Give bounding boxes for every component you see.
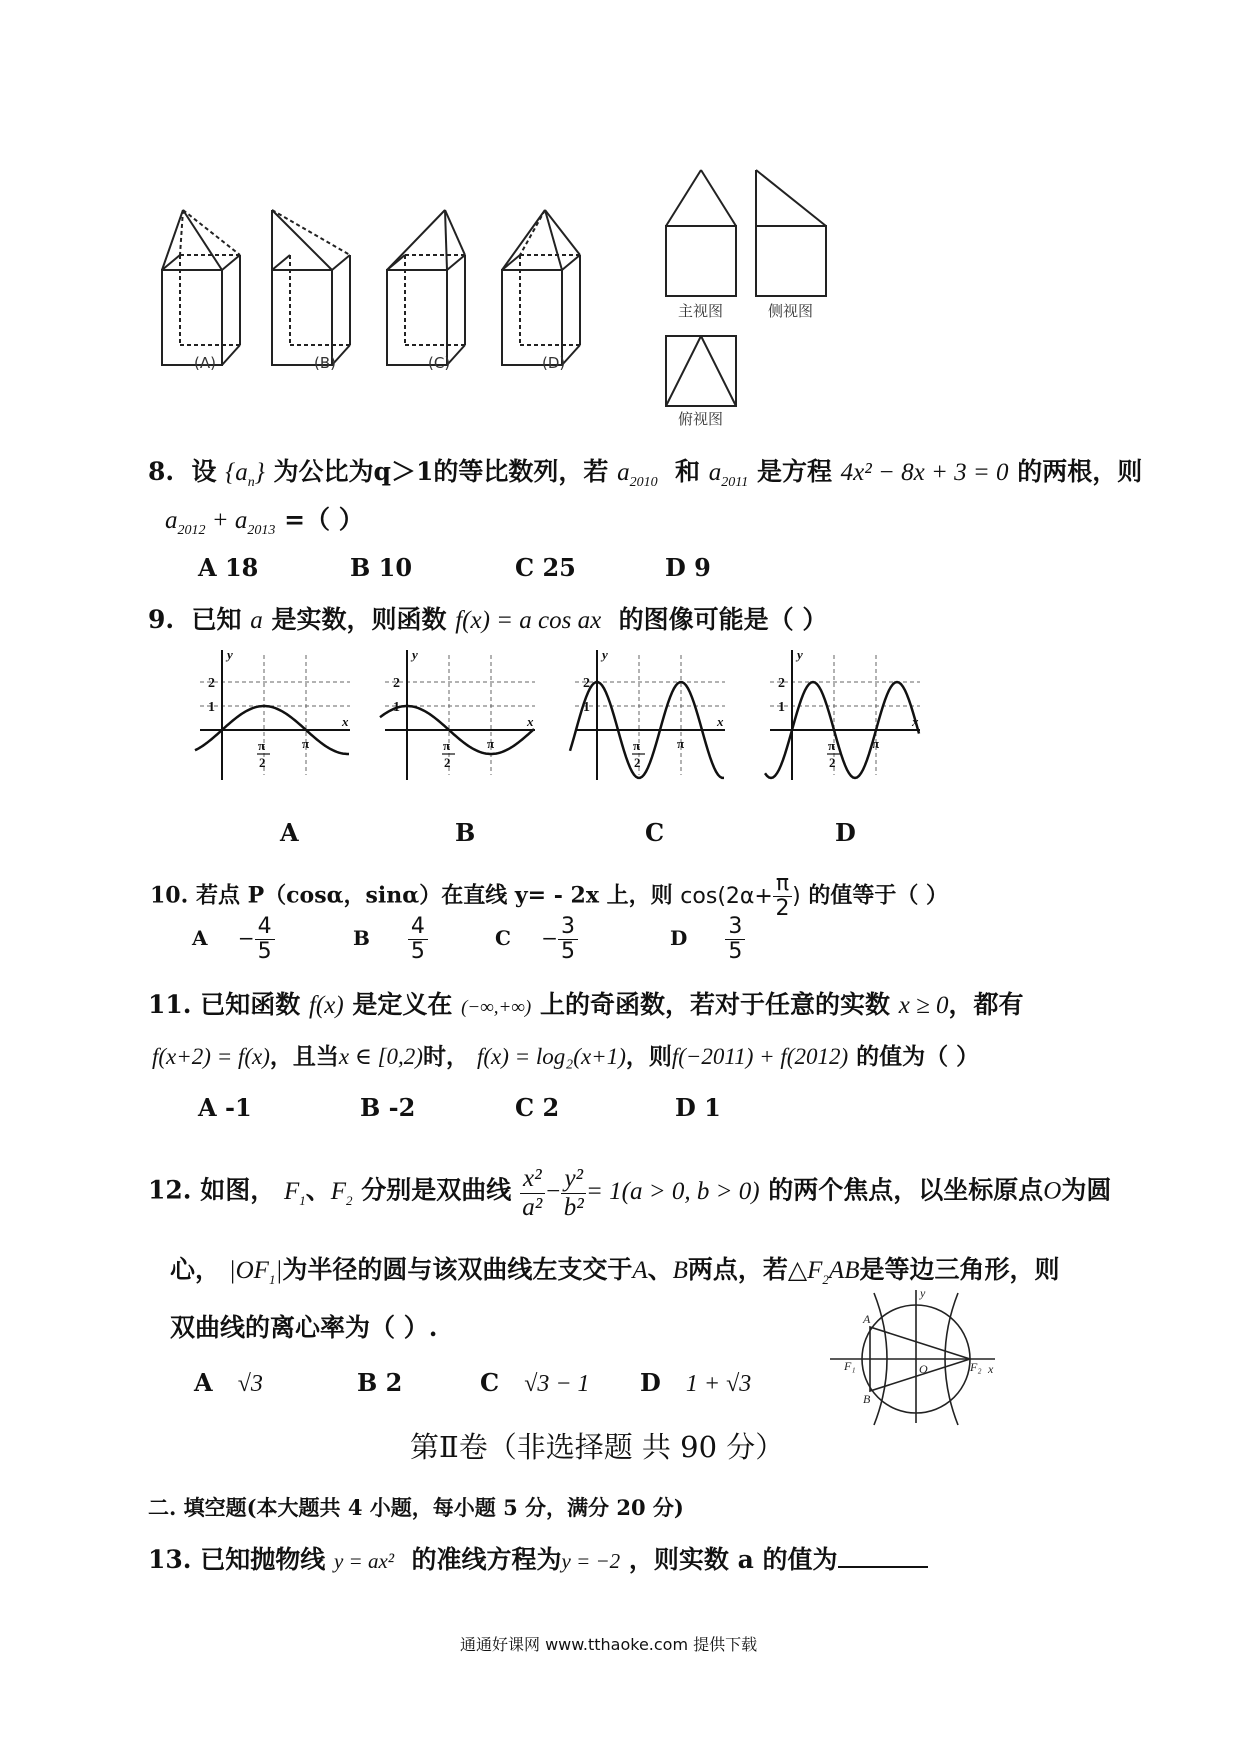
q9-graph-label-c[interactable]: C: [645, 818, 665, 847]
solid-c: [387, 210, 465, 365]
q12-option-d[interactable]: D 1 + √3: [640, 1368, 752, 1397]
tick-2: 2: [208, 676, 215, 691]
section-2-title: 第Ⅱ卷（非选择题 共 90 分）: [410, 1430, 785, 1464]
question-12-line2: 心， $|OF_1|$为半径的圆与该双曲线左支交于A、B两点，若$\triangle F_2AB$是等边三角形，则: [170, 1255, 1060, 1287]
solid-d: [502, 210, 580, 365]
x-label: x: [717, 714, 724, 729]
question-11: 11. 已知函数 f(x) 是定义在 (−∞,+∞) 上的奇函数，若对于任意的实数 x ≥ 0，都有: [148, 990, 1024, 1019]
q11-option-d[interactable]: D 1: [675, 1093, 721, 1122]
option-fraction: $\frac{4}{5}$: [408, 915, 428, 964]
y-label: y: [227, 647, 233, 662]
q12-option-c[interactable]: C √3 − 1: [480, 1368, 590, 1397]
question-8-line2: $a_{2012} + a_{2013}$ =（ ）: [165, 505, 364, 538]
option-fraction: $\frac{4}{5}$: [255, 915, 275, 964]
fig-label-a: A: [863, 1312, 871, 1326]
q11-option-a[interactable]: A -1: [198, 1093, 252, 1122]
tick-pi-half-num: π: [258, 738, 266, 753]
tick-pi: π: [487, 736, 495, 751]
graph-b: [385, 645, 545, 790]
q13-answer-blank[interactable]: [838, 1544, 928, 1568]
question-10: 10. 若点 P（cosα，sinα）在直线 y= - 2x 上，则 cos(2α+ $\frac{\pi}{2}$ ) 的值等于（ ）: [150, 871, 949, 922]
solid-label-d: (D): [542, 354, 566, 372]
option-fraction: $\frac{3}{5}$: [725, 915, 745, 964]
fig-label-b: B: [863, 1392, 871, 1406]
y-label: y: [602, 647, 608, 662]
q8-option-c[interactable]: C 25: [515, 553, 576, 582]
q7-solids-figure: [150, 210, 590, 380]
q10-option-b[interactable]: [353, 915, 428, 964]
q9-graph-label-d[interactable]: D: [835, 818, 856, 847]
q8-option-a[interactable]: A 18: [198, 553, 259, 582]
q11-option-c[interactable]: C 2: [515, 1093, 560, 1122]
tick-1: 1: [393, 700, 400, 715]
option-letter: D: [670, 926, 688, 951]
fig-label-y: y: [920, 1286, 926, 1300]
q11-option-b[interactable]: B -2: [360, 1093, 416, 1122]
solid-label-a: (A): [194, 354, 216, 372]
tick-pi: π: [872, 736, 880, 751]
q9-graph-label-b[interactable]: B: [455, 818, 476, 847]
tick-2: 2: [778, 676, 785, 691]
view-label-front: 主视图: [678, 302, 724, 320]
graph-c: [575, 645, 735, 790]
solid-b: [272, 210, 350, 365]
view-label-top: 俯视图: [678, 410, 724, 428]
option-letter: B: [353, 926, 370, 951]
x-label: x: [912, 714, 919, 729]
tick-pi-half-num: π: [828, 738, 836, 753]
question-12-line3: 双曲线的离心率为（ ）.: [170, 1313, 438, 1342]
q7-three-views: [664, 168, 834, 408]
hyperbola-equation: $\frac{\text{x²}}{\text{a²}}$ − $\frac{\text{y²}}{\text{b²}}$ = 1(a > 0, b > 0): [520, 1178, 760, 1205]
tick-2: 2: [583, 676, 590, 691]
question-11-line2: f(x+2) = f(x)，且当x ∈ [0,2)时， f(x) = log₂(x+1)，则f(−2011) + f(2012) 的值为（ ）: [152, 1043, 980, 1070]
q10-option-a[interactable]: [192, 915, 275, 964]
x-label: x: [527, 714, 534, 729]
question-13: 13. 已知抛物线 y = ax² 的准线方程为y = −2 ，则实数 a 的值为: [148, 1540, 928, 1576]
tick-1: 1: [208, 700, 215, 715]
tick-1: 1: [583, 700, 590, 715]
q12-hyperbola-figure: [830, 1285, 1000, 1425]
part-2-heading: 二. 填空题(本大题共 4 小题，每小题 5 分，满分 20 分): [148, 1495, 684, 1520]
question-12: 12. 如图， $F_1$、$F_2$ 分别是双曲线 $\frac{\text{x²}}{\text{a²}}$ − $\frac{\text{y²}}{\text{b²}}$ = 1(a > 0, b > 0) 的两个焦点，以坐标原点O为圆: [148, 1165, 1112, 1221]
q8-option-d[interactable]: D 9: [665, 553, 711, 582]
tick-pi-half-den: 2: [634, 755, 641, 770]
tick-pi-half-den: 2: [829, 755, 836, 770]
q9-graph-label-a[interactable]: A: [280, 818, 299, 847]
fig-label-f1: F₁: [844, 1359, 856, 1373]
q12-option-b[interactable]: B 2: [357, 1368, 403, 1397]
tick-1: 1: [778, 700, 785, 715]
y-label: y: [797, 647, 803, 662]
x-label: x: [342, 714, 349, 729]
option-sign: −: [534, 926, 559, 951]
q10-expression: cos(2α+ $\frac{\pi}{2}$ ): [680, 871, 801, 922]
fig-label-x: x: [988, 1362, 994, 1376]
tick-2: 2: [393, 676, 400, 691]
tick-pi: π: [302, 736, 310, 751]
tick-pi: π: [677, 736, 685, 751]
solid-label-c: (C): [428, 354, 451, 372]
option-sign: −: [231, 926, 255, 951]
footer: 通通好课网 www.tthaoke.com 提供下载: [460, 1635, 758, 1654]
option-fraction: $\frac{3}{5}$: [558, 915, 578, 964]
fig-label-o: O: [919, 1362, 928, 1376]
q10-option-d[interactable]: [670, 915, 745, 964]
solid-a: [162, 210, 240, 365]
q8-option-b[interactable]: B 10: [350, 553, 413, 582]
view-label-side: 侧视图: [768, 302, 814, 320]
fig-label-f2: F₂: [970, 1360, 982, 1374]
tick-pi-half-den: 2: [444, 755, 451, 770]
graph-a: [200, 645, 360, 790]
y-label: y: [412, 647, 418, 662]
q12-option-a[interactable]: A √3: [194, 1368, 263, 1397]
graph-d: [770, 645, 930, 790]
question-9: 9. 已知 a 是实数，则函数 f(x) = a cos ax 的图像可能是（ ）: [148, 605, 828, 634]
tick-pi-half-num: π: [443, 738, 451, 753]
option-letter: C: [495, 926, 511, 951]
option-letter: A: [192, 926, 208, 951]
tick-pi-half-num: π: [633, 738, 641, 753]
question-8: 8. 设 $\{a_n\}$ 为公比为q＞1的等比数列，若 $a_{2010}$ 和 $a_{2011}$ 是方程 4x² − 8x + 3 = 0 的两根，则: [148, 457, 1143, 490]
solid-label-b: (B): [314, 354, 336, 372]
q10-option-c[interactable]: [495, 915, 578, 964]
tick-pi-half-den: 2: [259, 755, 266, 770]
